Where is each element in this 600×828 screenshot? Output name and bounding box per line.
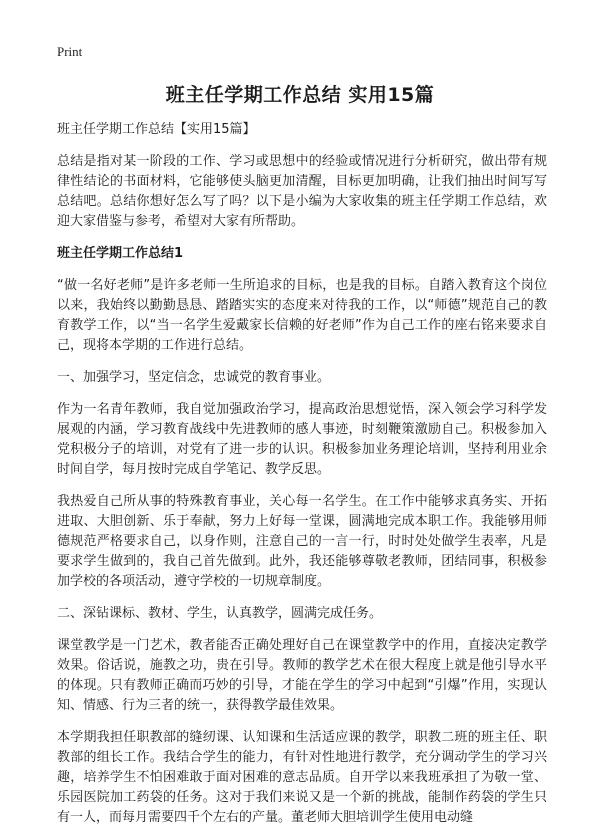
paragraph-6: 课堂教学是一门艺术，教者能否正确处理好自己在课堂教学中的作用，直接决定教学效果。俗话说，施教之功，贵在引导。教师的教学艺术在很大程度上就是他引导水平的体现。只有教师正确而巧妙的引导，才能在学生的学习中起到“引爆”作用，实现认知、情感、行为三者的统一，获得教学最佳效果。 [57, 638, 547, 713]
paragraph-4: 我热爱自己所从事的特殊教育事业，关心每一名学生。在工作中能够求真务实、开拓进取、大胆创新、乐于奉献，努力上好每一堂课，圆满地完成本职工作。我能够用师德规范严格要求自己，以身作则，注意自己的一言一行，时时处处做学生表率，凡是要求学生做到的，我自己首先做到。此外，我还能够尊敬老教师，团结同事，积极参加学校的各项活动，遵守学校的一切规章制度。 [57, 494, 547, 589]
section-heading: 班主任学期工作总结1 [57, 246, 184, 261]
paragraph-5: 二、深钻课标、教材、学生，认真教学，圆满完成任务。 [57, 606, 383, 621]
page-title: 班主任学期工作总结 实用15篇 [165, 84, 435, 106]
paragraph-7: 本学期我担任职教部的缝纫课、认知课和生活适应课的教学，职教二班的班主任、职教部的组长工作。我结合学生的能力，有针对性地进行教学，充分调动学生的学习兴趣，培养学生不怕困难敢于面对困难的意志品质。自开学以来我班承担了为敬一堂、乐园医院加工药袋的任务。这对于我们来说又是一个新的挑战，能制作药袋的学生只有一人，而每月需要四千个左右的产量。董老师大胆培训学生使用电动缝 [57, 730, 547, 825]
paragraph-3: 作为一名青年教师，我自觉加强政治学习，提高政治思想觉悟，深入领会学习科学发展观的内涵，学习教育战线中先进教师的感人事迹，时刻鞭策激励自己。积极参加入党积极分子的培训，对党有了进一步的认识。积极参加业务理论培训，坚持利用业余时间自学，每月按时完成自学笔记、教学反思。 [57, 402, 547, 477]
article-body [57, 120, 547, 828]
print-link[interactable]: Print [57, 44, 83, 59]
paragraph-1: “做一名好老师”是许多老师一生所追求的目标，也是我的目标。自踏入教育这个岗位以来，我始终以勤勤恳恳、踏踏实实的态度来对待我的工作，以“师德”规范自己的教育教学工作，以“当一名学生爱戴家长信赖的好老师”作为自己工作的座右铭来要求自己，现将本学期的工作进行总结。 [57, 278, 547, 353]
paragraph-2: 一、加强学习，坚定信念，忠诚党的教育事业。 [57, 370, 331, 385]
article-subtitle: 班主任学期工作总结【实用15篇】 [57, 122, 256, 137]
intro-paragraph: 总结是指对某一阶段的工作、学习或思想中的经验或情况进行分析研究，做出带有规律性结论的书面材料，它能够使头脑更加清醒，目标更加明确，让我们抽出时间写写总结吧。总结你想好怎么写了吗？以下是小编为大家收集的班主任学期工作总结，欢迎大家借鉴与参考，希望对大家有所帮助。 [57, 154, 547, 229]
